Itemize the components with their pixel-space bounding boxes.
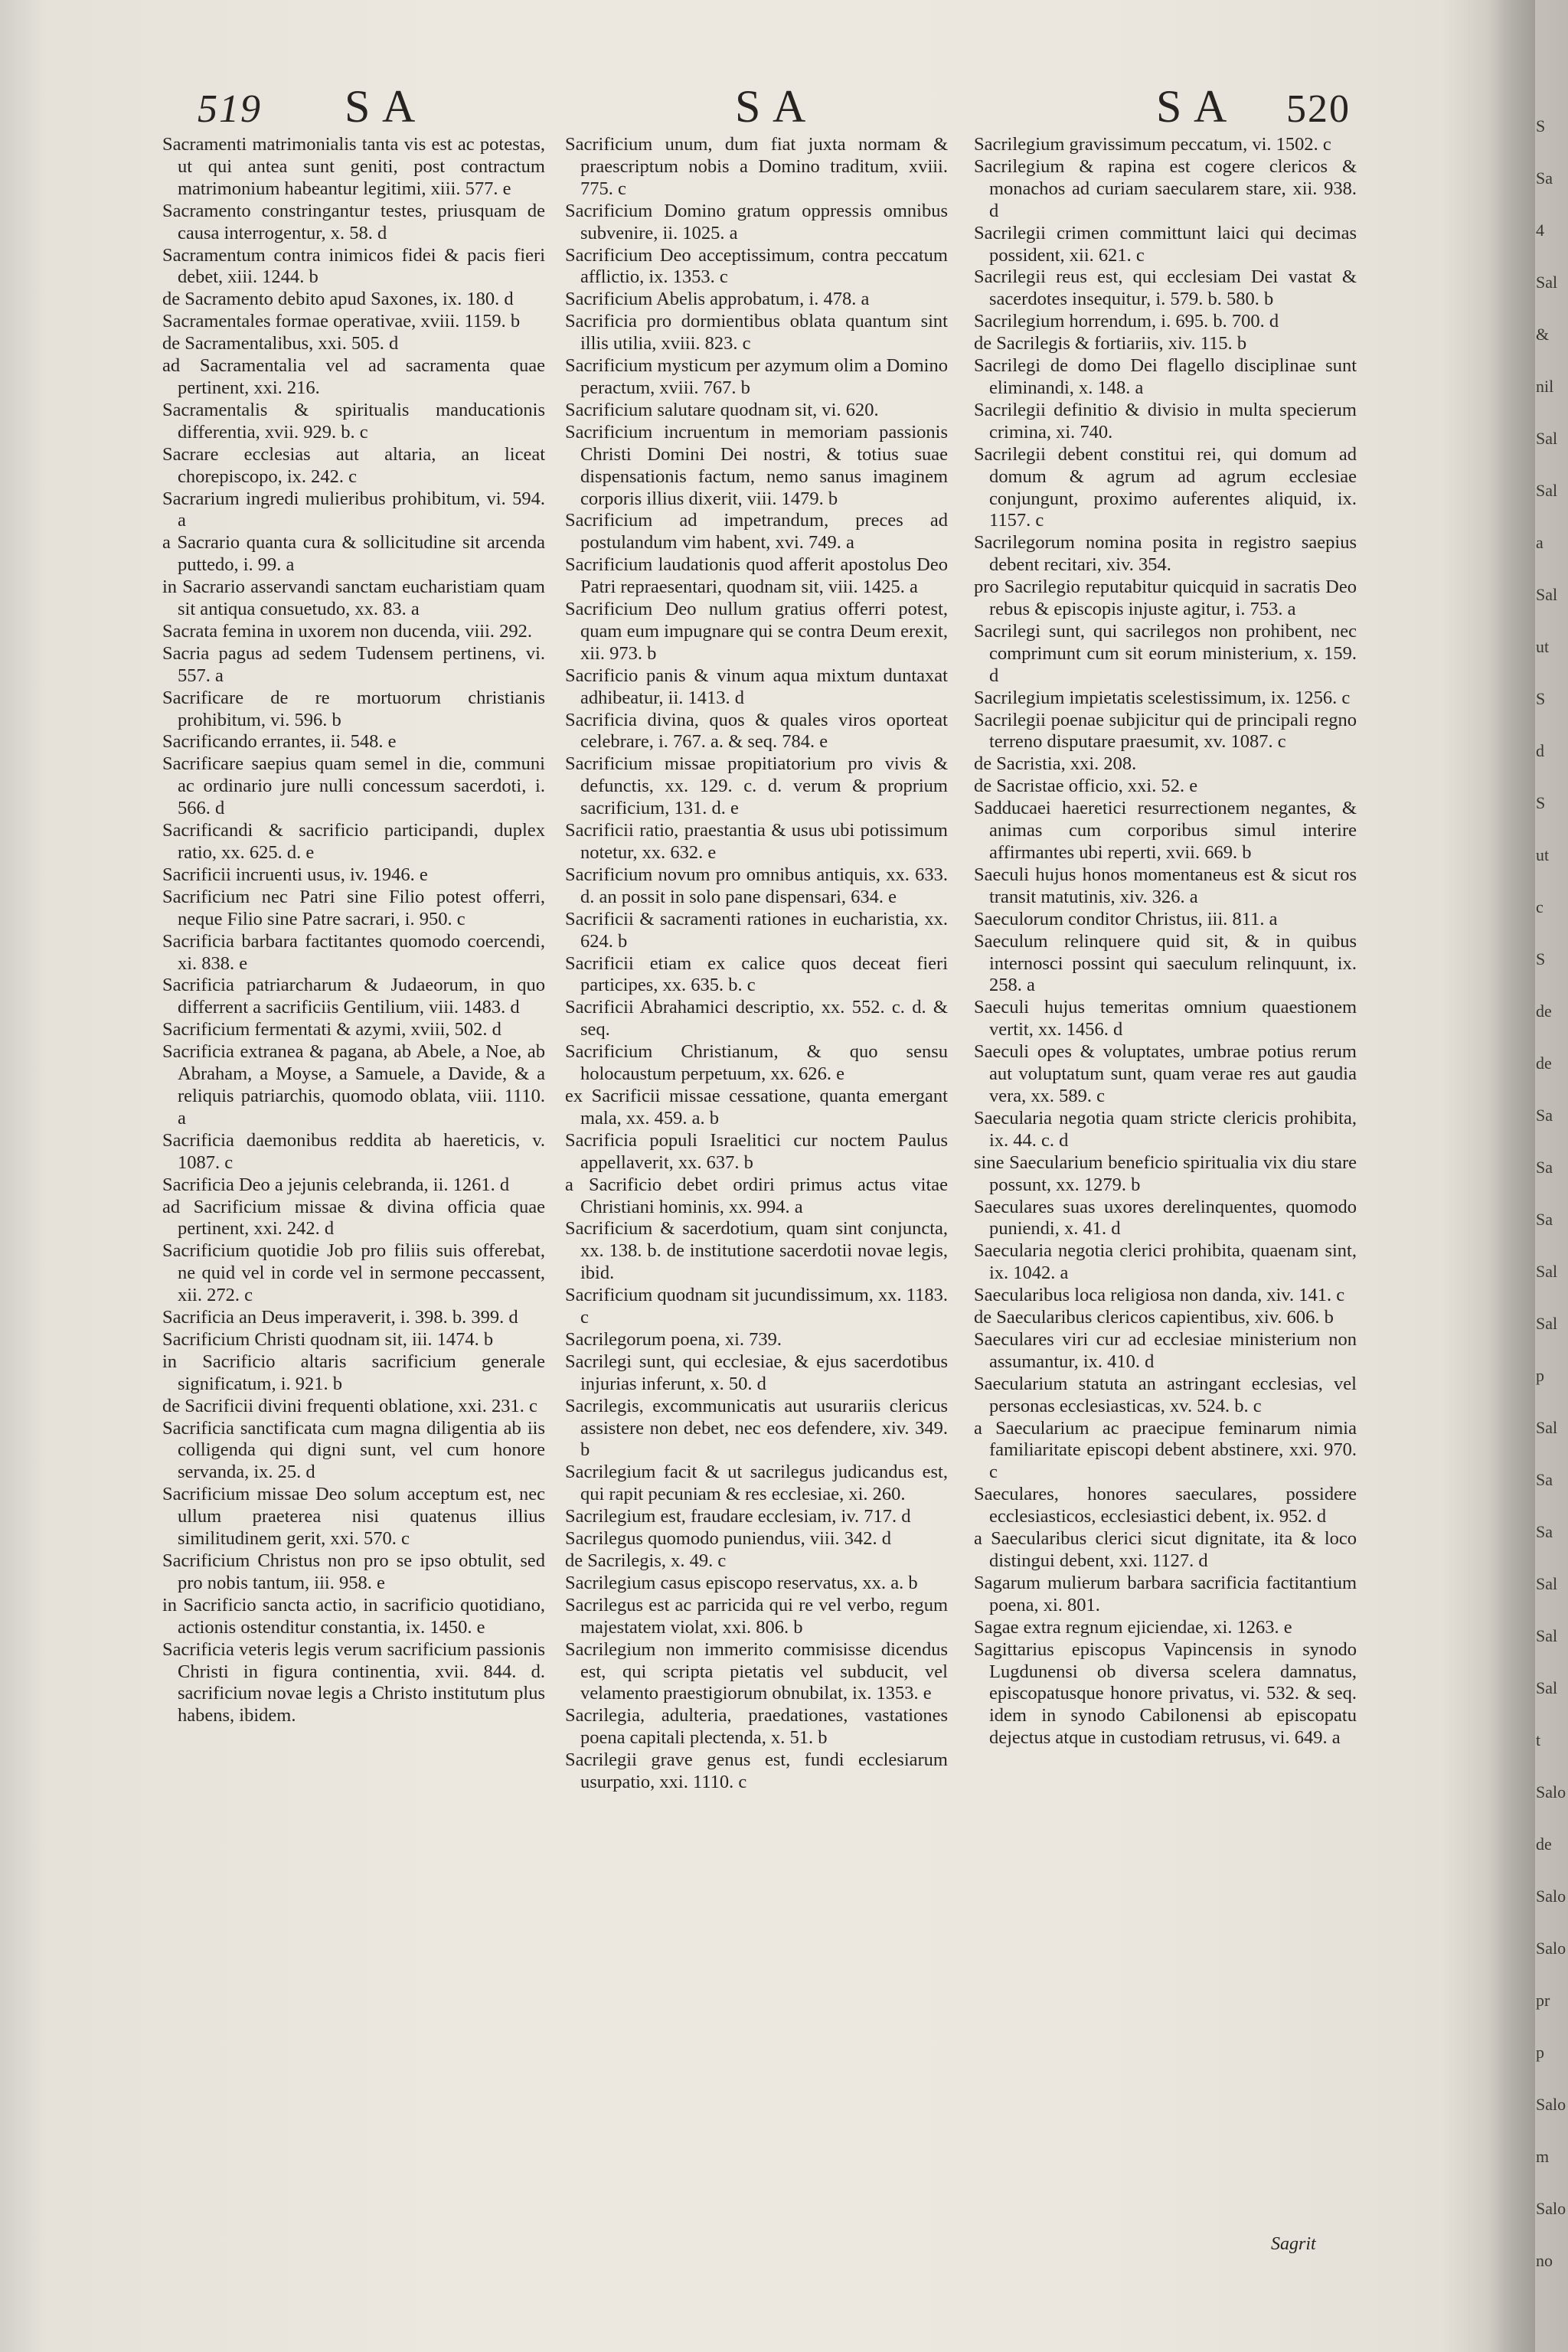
index-entry: Sacrificium ad impetrandum, preces ad postulandum vim habent, xvi. 749. a bbox=[565, 510, 948, 554]
index-entry: Sacramento constringantur testes, priusquam de causa interrogentur, x. 58. d bbox=[162, 200, 545, 243]
column-head-middle: S A bbox=[735, 81, 808, 132]
index-entry: ad Sacrificium missae & divina officia quae pertinent, xxi. 242. d bbox=[162, 1196, 545, 1240]
index-entry: ad Sacramentalia vel ad sacramenta quae pertinent, xxi. 216. bbox=[162, 355, 545, 398]
index-entry: Sacrificium incruentum in memoriam passionis Christi Domini Dei nostri, & totius suae dispensationis factum, nemo sanus imaginem corporis illius dixerit, viii. 1479. b bbox=[565, 421, 948, 509]
index-entry: Sacrilegium casus episcopo reservatus, xx. a. b bbox=[565, 1572, 918, 1593]
index-entry: Sacrificium mysticum per azymum olim a Domino peractum, xviii. 767. b bbox=[565, 355, 948, 398]
index-entry: Sacrificare de re mortuorum christianis prohibitum, vi. 596. b bbox=[162, 687, 545, 730]
next-page-fragment: Salo bbox=[1536, 1886, 1566, 1906]
index-entry: Saecularia negotia quam stricte clericis prohibita, ix. 44. c. d bbox=[974, 1107, 1357, 1151]
index-entry: Sacrificium Abelis approbatum, i. 478. a bbox=[565, 289, 870, 310]
page-number-right: 520 bbox=[1286, 87, 1351, 131]
index-entry: Sacrificium quodnam sit jucundissimum, xx. 1183. c bbox=[565, 1285, 948, 1328]
index-entry: Sacrificium quotidie Job pro filiis suis offerebat, ne quid vel in corde vel in sermone peccassent, xii. 272. c bbox=[162, 1240, 545, 1306]
index-entry: Sacrificii etiam ex calice quos deceat fieri participes, xx. 635. b. c bbox=[565, 952, 948, 996]
next-page-fragment: Sal bbox=[1536, 585, 1558, 604]
index-entry: Sacrificium Deo nullum gratius offerri potest, quam eum impugnare qui se contra Deum erexit, xii. 973. b bbox=[565, 599, 948, 664]
index-entry: Sagittarius episcopus Vapincensis in synodo Lugdunensi ob diversa scelera damnatus, episcopatusque honore privatus, vi. 532. & seq. idem in synodo Cabilonensi ab episcopatu dejectus atque in custodiam retrusus, vi. 649. a bbox=[974, 1638, 1357, 1749]
next-page-fragment: Sal bbox=[1536, 1678, 1558, 1697]
index-entry: Sadducaei haeretici resurrectionem negantes, & animas cum corporibus simul interire affirmantes ubi reperti, xvii. 669. b bbox=[974, 798, 1357, 863]
next-page-fragment: Salo bbox=[1536, 1782, 1566, 1802]
index-entry: Sacrilegium horrendum, i. 695. b. 700. d bbox=[974, 311, 1279, 332]
column-head-left: S A bbox=[345, 81, 417, 132]
index-entry: Sacrilegii reus est, qui ecclesiam Dei vastat & sacerdotes insequitur, i. 579. b. 580. b bbox=[974, 266, 1357, 310]
index-entry: Sacrificia pro dormientibus oblata quantum sint illis utilia, xviii. 823. c bbox=[565, 311, 948, 354]
gutter-shadow bbox=[1489, 0, 1535, 2352]
index-entry: Sacrilegis, excommunicatis aut usurariis clericus assistere non debet, nec eos defendere, xiv. 349. b bbox=[565, 1395, 948, 1461]
next-page-fragment: m bbox=[1536, 2147, 1550, 2166]
index-entry: Sacrilegium facit & ut sacrilegus judicandus est, qui rapit pecuniam & res ecclesiae, xi. 260. bbox=[565, 1462, 948, 1505]
index-entry: ex Sacrificii missae cessatione, quanta emergant mala, xx. 459. a. b bbox=[565, 1085, 948, 1129]
column-head-right: S A bbox=[1156, 81, 1229, 132]
next-page-fragment: Sa bbox=[1536, 1522, 1553, 1541]
next-page-fragment: Salo bbox=[1536, 2199, 1566, 2218]
index-entry: Sacrificii incruenti usus, iv. 1946. e bbox=[162, 864, 428, 885]
index-entry: Sacrilegorum nomina posita in registro saepius debent recitari, xiv. 354. bbox=[974, 532, 1357, 576]
index-entry: de Sacramento debito apud Saxones, ix. 180. d bbox=[162, 289, 514, 310]
index-entry: Sacramentales formae operativae, xviii. 1159. b bbox=[162, 311, 521, 332]
index-entry: Sacrilegii debent constitui rei, qui domum ad domum & agrum ad agrum ecclesiae conjungunt, proximo auferentes aliquid, ix. 1157. c bbox=[974, 443, 1357, 531]
next-page-fragment: Sal bbox=[1536, 481, 1558, 500]
index-entry: Sacrificium Christi quodnam sit, iii. 1474. b bbox=[162, 1328, 494, 1350]
page-number-left: 519 bbox=[198, 87, 262, 131]
index-entry: in Sacrario asservandi sanctam eucharistiam quam sit antiqua consuetudo, xx. 83. a bbox=[162, 577, 545, 620]
index-entry: Sacrificia veteris legis verum sacrificium passionis Christi in figura continentia, xvii. 844. d. sacrificium novae legis a Christo institutum plus habens, ibidem. bbox=[162, 1638, 545, 1726]
index-entry: Saeculares suas uxores derelinquentes, quomodo puniendi, x. 41. d bbox=[974, 1196, 1357, 1240]
index-entry: Sacrificium Christus non pro se ipso obtulit, sed pro nobis tantum, iii. 958. e bbox=[162, 1550, 545, 1593]
index-entry: Sacrificium fermentati & azymi, xviii, 502. d bbox=[162, 1019, 501, 1040]
next-page-fragment: Sa bbox=[1536, 1470, 1553, 1489]
index-entry: Sacrificia populi Israelitici cur noctem Paulus appellaverit, xx. 637. b bbox=[565, 1129, 948, 1173]
index-entry: pro Sacrilegio reputabitur quicquid in sacratis Deo rebus & episcopis injuste agitur, i. 753. a bbox=[974, 577, 1357, 620]
index-entry: Sacrificium unum, dum fiat juxta normam & praescriptum nobis a Domino traditum, xviii. 775. c bbox=[565, 134, 948, 199]
next-page-fragment: t bbox=[1536, 1730, 1541, 1749]
next-page-fragment: Sal bbox=[1536, 1314, 1558, 1333]
index-entry: Sacrilegi de domo Dei flagello disciplinae sunt eliminandi, x. 148. a bbox=[974, 355, 1357, 398]
index-entry: de Sacramentalibus, xxi. 505. d bbox=[162, 333, 399, 354]
index-entry: de Sacrificii divini frequenti oblatione, xxi. 231. c bbox=[162, 1395, 537, 1416]
index-entry: Sacrificium salutare quodnam sit, vi. 620. bbox=[565, 399, 879, 420]
index-entry: Sacrilegium & rapina est cogere clericos & monachos ad curiam saecularem stare, xii. 938. d bbox=[974, 155, 1357, 221]
index-entry: Saeculorum conditor Christus, iii. 811. a bbox=[974, 908, 1278, 929]
index-entry: Saecularia negotia clerici prohibita, quaenam sint, ix. 1042. a bbox=[974, 1240, 1357, 1284]
index-entry: Saeculi hujus honos momentaneus est & sicut ros transit matutinis, xiv. 326. a bbox=[974, 864, 1357, 907]
index-entry: Sacrificia patriarcharum & Judaeorum, in quo differrent a sacrificiis Gentilium, viii. 1483. d bbox=[162, 975, 545, 1018]
next-page-fragment: 4 bbox=[1536, 220, 1544, 240]
next-page-fragment: Sa bbox=[1536, 1106, 1553, 1125]
next-page-fragment: p bbox=[1536, 1366, 1544, 1385]
index-entry: Saecularium statuta an astringant ecclesias, vel personas ecclesiasticas, xv. 524. b. c bbox=[974, 1373, 1357, 1416]
index-entry: Sacrilegi sunt, qui ecclesiae, & ejus sacerdotibus injurias inferunt, x. 50. d bbox=[565, 1351, 948, 1394]
index-entry: Sacrificium Christianum, & quo sensu holocaustum perpetuum, xx. 626. e bbox=[565, 1041, 948, 1085]
index-entry: Sagarum mulierum barbara sacrificia factitantium poena, xi. 801. bbox=[974, 1572, 1357, 1615]
next-page-fragment: Sal bbox=[1536, 1574, 1558, 1593]
index-entry: Sacrificium nec Patri sine Filio potest offerri, neque Filio sine Patre sacrari, i. 950. c bbox=[162, 886, 545, 929]
index-entry: Sacrificia an Deus imperaverit, i. 398. b. 399. d bbox=[162, 1307, 518, 1328]
index-entry: Sacrilegii crimen committunt laici qui decimas possident, xii. 621. c bbox=[974, 222, 1357, 266]
index-entry: Sacramentalis & spiritualis manducationis differentia, xvii. 929. b. c bbox=[162, 399, 545, 443]
index-entry: in Sacrificio altaris sacrificium generale significatum, i. 921. b bbox=[162, 1351, 545, 1394]
index-entry: Saeculares viri cur ad ecclesiae ministerium non assumantur, ix. 410. d bbox=[974, 1328, 1357, 1372]
index-entry: Sacrificare saepius quam semel in die, communi ac ordinario jure nulli concessum sacerdoti, i. 566. d bbox=[162, 753, 545, 819]
index-entry: Sacrificia daemonibus reddita ab haereticis, v. 1087. c bbox=[162, 1129, 545, 1173]
index-entry: Sacrificia sanctificata cum magna diligentia ab iis colligenda qui digni sunt, vel cum honore servanda, ix. 25. d bbox=[162, 1417, 545, 1483]
index-entry: Sacrificia extranea & pagana, ab Abele, a Noe, ab Abraham, a Moyse, a Samuele, a Davide, & a reliquis patriarchis, quomodo oblata, viii. 1110. a bbox=[162, 1041, 545, 1129]
index-entry: Sacrificia Deo a jejunis celebranda, ii. 1261. d bbox=[162, 1174, 510, 1195]
index-entry: Sacrificium missae propitiatorium pro vivis & defunctis, xx. 129. c. d. verum & proprium sacrificium, 131. d. e bbox=[565, 753, 948, 819]
next-page-edge bbox=[1533, 0, 1568, 2352]
index-entry: a Saecularium ac praecipue feminarum nimia familiaritate episcopi debent abstinere, xxi. 970. c bbox=[974, 1417, 1357, 1483]
next-page-fragment: de bbox=[1536, 1001, 1552, 1021]
index-entry: de Saecularibus clericos capientibus, xiv. 606. b bbox=[974, 1307, 1334, 1328]
index-entry: a Sacrario quanta cura & sollicitudine sit arcenda puttedo, i. 99. a bbox=[162, 532, 545, 576]
next-page-fragment: pr bbox=[1536, 1991, 1550, 2010]
index-entry: Sacramenti matrimonialis tanta vis est ac potestas, ut qui antea sunt geniti, post contractum matrimonium habeantur legitimi, xiii. 577. e bbox=[162, 134, 545, 199]
index-entry: Sacrata femina in uxorem non ducenda, viii. 292. bbox=[162, 620, 533, 642]
index-entry: Sacrificium Deo acceptissimum, contra peccatum afflictio, ix. 1353. c bbox=[565, 244, 948, 288]
next-page-fragment: ut bbox=[1536, 845, 1550, 864]
index-entry: Saeculares, honores saeculares, possidere ecclesiasticos, ecclesiastici debent, ix. 952. d bbox=[974, 1484, 1357, 1527]
index-entry: Sacrificii ratio, praestantia & usus ubi potissimum notetur, xx. 632. e bbox=[565, 820, 948, 863]
index-entry: Sacrilegium gravissimum peccatum, vi. 1502. c bbox=[974, 134, 1331, 155]
next-page-fragment: Sal bbox=[1536, 429, 1558, 448]
running-header bbox=[0, 73, 1520, 142]
index-entry: Sacria pagus ad sedem Tudensem pertinens, vi. 557. a bbox=[162, 642, 545, 686]
index-entry: a Sacrificio debet ordiri primus actus vitae Christiani hominis, xx. 994. a bbox=[565, 1174, 948, 1217]
index-entry: Sacrilegii poenae subjicitur qui de principali regno terreno disputare praesumit, xv. 1087. c bbox=[974, 709, 1357, 753]
next-page-fragment: S bbox=[1536, 793, 1546, 812]
index-entry: Sacrificia barbara factitantes quomodo coercendi, xi. 838. e bbox=[162, 930, 545, 974]
index-entry: Sacrificandi & sacrificio participandi, duplex ratio, xx. 625. d. e bbox=[162, 820, 545, 863]
index-entry: Sacrificium missae Deo solum acceptum est, nec ullum praeterea nisi quatenus illius similitudinem gerit, xxi. 570. c bbox=[162, 1484, 545, 1550]
index-entry: in Sacrificio sancta actio, in sacrificio quotidiano, actionis ostenditur constantia, ix. 1450. e bbox=[162, 1594, 545, 1638]
index-entry: de Sacrilegis & fortiariis, xiv. 115. b bbox=[974, 333, 1247, 354]
next-page-fragment: p bbox=[1536, 2043, 1544, 2062]
index-entry: Saeculum relinquere quid sit, & in quibus internosci possint qui saeculum relinquunt, ix. 258. a bbox=[974, 930, 1357, 996]
index-entry: Sacrificium Domino gratum oppressis omnibus subvenire, ii. 1025. a bbox=[565, 200, 948, 243]
index-entry: Sacrilegium non immerito commisisse dicendus est, qui scripta pietatis vel subducit, vel velamento praestigiorum obnubilat, ix. 1353. e bbox=[565, 1638, 948, 1704]
index-entry: Sacrificii & sacramenti rationes in eucharistia, xx. 624. b bbox=[565, 908, 948, 952]
index-entry: sine Saecularium beneficio spiritualia vix diu stare possunt, xx. 1279. b bbox=[974, 1152, 1357, 1195]
index-entry: Sacrificii Abrahamici descriptio, xx. 552. c. d. & seq. bbox=[565, 997, 948, 1040]
index-entry: Sacrificium laudationis quod afferit apostolus Deo Patri repraesentari, quodnam sit, viii. 1425. a bbox=[565, 554, 948, 598]
next-page-fragment: ut bbox=[1536, 637, 1550, 656]
next-page-fragment: Sa bbox=[1536, 168, 1553, 188]
index-column-3 bbox=[974, 134, 1357, 1749]
index-entry: de Sacristia, xxi. 208. bbox=[974, 753, 1137, 775]
next-page-fragment: Sal bbox=[1536, 273, 1558, 292]
index-entry: Sacramentum contra inimicos fidei & pacis fieri debet, xiii. 1244. b bbox=[162, 244, 545, 288]
index-entry: Sacrilegus quomodo puniendus, viii. 342. d bbox=[565, 1528, 891, 1550]
next-page-fragment: Salo bbox=[1536, 2095, 1566, 2114]
next-page-fragment: d bbox=[1536, 741, 1544, 760]
index-entry: Sacrilegorum poena, xi. 739. bbox=[565, 1328, 782, 1350]
next-page-fragment: S bbox=[1536, 116, 1546, 136]
index-entry: Sacrificium & sacerdotium, quam sint conjuncta, xx. 138. b. de institutione sacerdotii novae legis, ibid. bbox=[565, 1218, 948, 1284]
index-entry: Sacrilegia, adulteria, praedationes, vastationes poena capitali plectenda, x. 51. b bbox=[565, 1705, 948, 1749]
index-entry: a Saecularibus clerici sicut dignitate, ita & loco distingui debent, xxi. 1127. d bbox=[974, 1528, 1357, 1571]
index-entry: Sacrilegii definitio & divisio in multa specierum crimina, xi. 740. bbox=[974, 399, 1357, 443]
next-page-fragment: a bbox=[1536, 533, 1544, 552]
index-entry: Sacrilegi sunt, qui sacrilegos non prohibent, nec comprimunt cum sit eorum ministerium, x. 159. d bbox=[974, 620, 1357, 686]
index-entry: Sacrificio panis & vinum aqua mixtum duntaxat adhibeatur, ii. 1413. d bbox=[565, 665, 948, 708]
catchword: Sagrit bbox=[1271, 2234, 1316, 2254]
index-entry: de Sacrilegis, x. 49. c bbox=[565, 1550, 727, 1571]
index-entry: Saecularibus loca religiosa non danda, xiv. 141. c bbox=[974, 1285, 1345, 1306]
index-entry: Sacrificium novum pro omnibus antiquis, xx. 633. d. an possit in solo pane dispensari, 634. e bbox=[565, 864, 948, 907]
next-page-fragment: Sal bbox=[1536, 1626, 1558, 1645]
index-column-2 bbox=[565, 134, 948, 1794]
next-page-fragment: de bbox=[1536, 1834, 1552, 1854]
index-column-1 bbox=[162, 134, 545, 1727]
index-entry: Saeculi hujus temeritas omnium quaestionem vertit, xx. 1456. d bbox=[974, 997, 1357, 1040]
index-entry: Sacrilegium impietatis scelestissimum, ix. 1256. c bbox=[974, 687, 1351, 708]
next-page-fragment: S bbox=[1536, 689, 1546, 708]
next-page-fragment: no bbox=[1536, 2251, 1553, 2270]
index-entry: Sacrilegium est, fraudare ecclesiam, iv. 717. d bbox=[565, 1506, 911, 1527]
index-entry: Sacrilegus est ac parricida qui re vel verbo, regum majestatem violat, xxi. 806. b bbox=[565, 1594, 948, 1638]
next-page-fragment: S bbox=[1536, 949, 1546, 969]
index-entry: Sacrarium ingredi mulieribus prohibitum, vi. 594. a bbox=[162, 488, 545, 531]
next-page-fragment: Sal bbox=[1536, 1262, 1558, 1281]
next-page-fragment: Sal bbox=[1536, 1418, 1558, 1437]
index-entry: Sacrificando errantes, ii. 548. e bbox=[162, 731, 397, 753]
next-page-fragment: Sa bbox=[1536, 1210, 1553, 1229]
next-page-fragment: de bbox=[1536, 1054, 1552, 1073]
index-entry: Sacrare ecclesias aut altaria, an liceat chorepiscopo, ix. 242. c bbox=[162, 443, 545, 487]
next-page-fragment: Salo bbox=[1536, 1939, 1566, 1958]
next-page-fragment: Sa bbox=[1536, 1158, 1553, 1177]
index-entry: Sacrificia divina, quos & quales viros oporteat celebrare, i. 767. a. & seq. 784. e bbox=[565, 709, 948, 753]
index-entry: Sagae extra regnum ejiciendae, xi. 1263. e bbox=[974, 1616, 1292, 1638]
index-entry: Sacrilegii grave genus est, fundi ecclesiarum usurpatio, xxi. 1110. c bbox=[565, 1749, 948, 1793]
next-page-fragment: c bbox=[1536, 897, 1544, 916]
next-page-fragment: & bbox=[1536, 325, 1550, 344]
index-entry: de Sacristae officio, xxi. 52. e bbox=[974, 776, 1198, 797]
index-entry: Saeculi opes & voluptates, umbrae potius rerum aut voluptatum sunt, quam verae res aut gaudia vera, xx. 589. c bbox=[974, 1041, 1357, 1106]
next-page-fragment: nil bbox=[1536, 377, 1554, 396]
